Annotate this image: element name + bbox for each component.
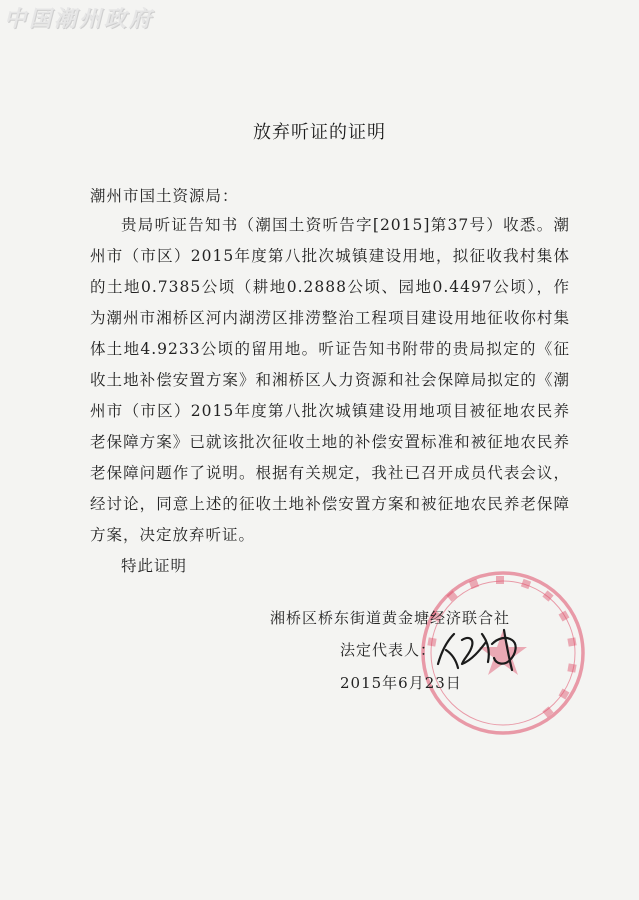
handwritten-signature-icon: [432, 620, 532, 676]
document-body: [90, 210, 570, 582]
watermark: 中国潮州政府: [4, 6, 155, 32]
closing-phrase: 特此证明: [121, 557, 188, 575]
document-date: 2015年6月23日: [340, 674, 462, 692]
legal-representative-label: 法定代表人：: [340, 641, 437, 659]
document-title: 放弃听证的证明: [253, 122, 386, 143]
salutation: 潮州市国土资源局：: [90, 187, 239, 205]
organization-name: 湘桥区桥东街道黄金塘经济联合社: [270, 609, 511, 627]
body-paragraph: 贵局听证告知书（潮国土资听告字[2015]第37号）收悉。潮州市（市区）2015年度第八批次城镇建设用地，拟征收我村集体的土地0.7385公顷（耕地0.2888公顷、园地0.4497公顷），作为潮州市湘桥区河内湖涝区排涝整治工程项目建设用地征收你村集体土地4.9233公顷的留用地。听证告知书附带的贵局拟定的《征收土地补偿安置方案》和湘桥区人力资源和社会保障局拟定的《潮州市（市区）2015年度第八批次城镇建设用地项目被征地农民养老保障方案》已就该批次征收土地的补偿安置标准和被征地农民养老保障问题作了说明。根据有关规定，我社已召开成员代表会议，经讨论，同意上述的征收土地补偿安置方案和被征地农民养老保障方案，决定放弃听证。: [90, 216, 570, 544]
